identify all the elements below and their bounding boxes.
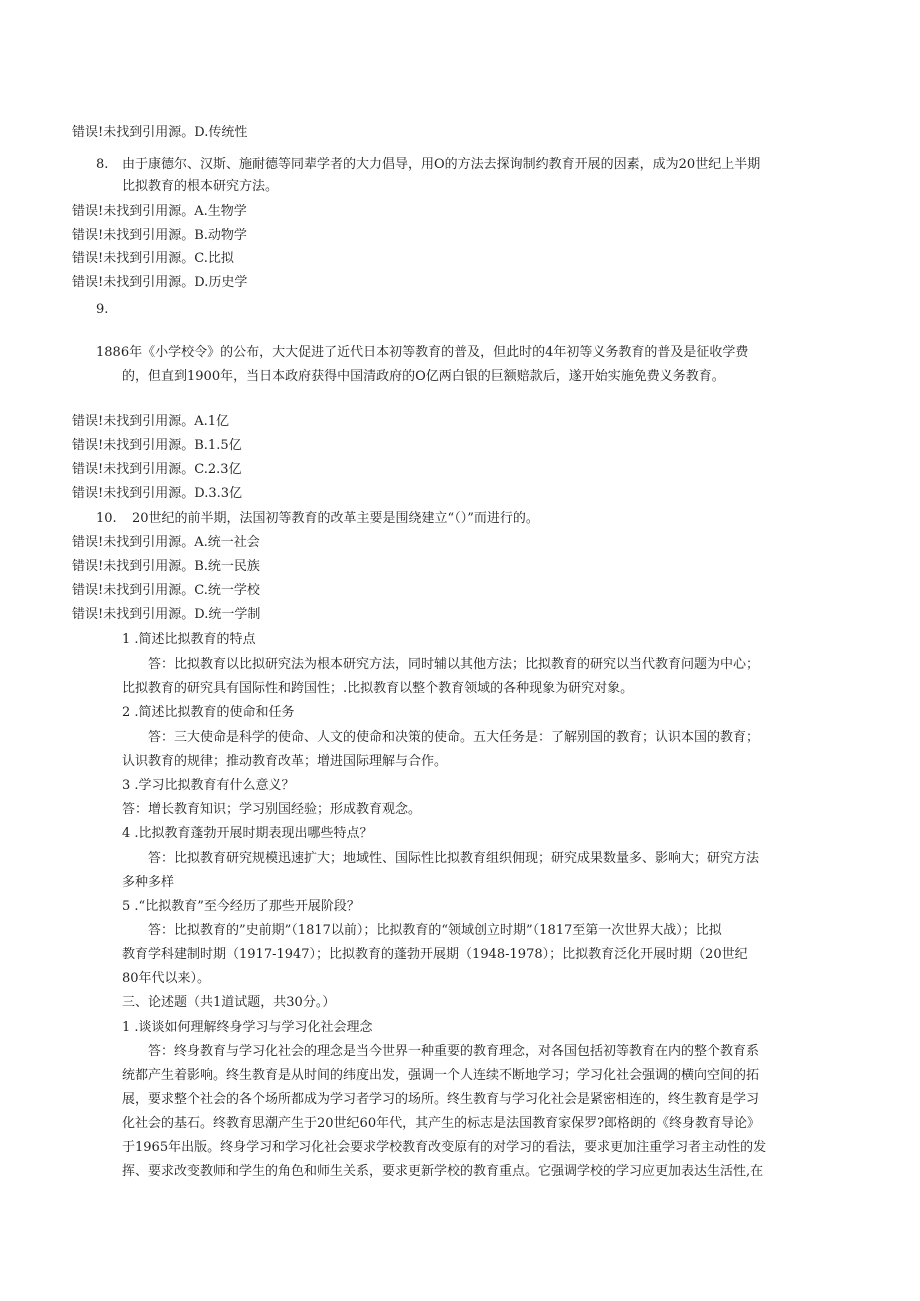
short-answer-1-question: 1 .简述比拟教育的特点 [122, 632, 256, 647]
q9-number: 9. [96, 302, 109, 317]
q9-option-b: 错误!未找到引用源。B.1.5亿 [72, 438, 242, 453]
short-answer-2-question: 2 .简述比拟教育的使命和任务 [122, 705, 295, 720]
section3-answer-line6: 挥、要求改变教师和学生的角色和师生关系，要求更新学校的教育重点。它强调学校的学习应更加表达生活性,在 [122, 1164, 764, 1179]
q8-option-d: 错误!未找到引用源。D.历史学 [72, 275, 248, 290]
q10-option-c: 错误!未找到引用源。C.统一学校 [72, 583, 260, 598]
q8-option-c: 错误!未找到引用源。C.比拟 [72, 251, 234, 266]
short-answer-4-line1: 答：比拟教育研究规模迅速扩大；地域性、国际性比拟教育组织佣现；研究成果数量多、影响大；研究方法 [148, 851, 760, 866]
q8-number: 8. [96, 157, 109, 172]
short-answer-4-question: 4 .比拟教育蓬勃开展时期表现出哪些特点？ [122, 826, 373, 841]
q10-option-a: 错误!未找到引用源。A.统一社会 [72, 535, 260, 550]
short-answer-1-line1: 答：比拟教育以比拟研究法为根本研究方法，同时辅以其他方法；比拟教育的研究以当代教育问题为中心； [148, 657, 760, 672]
section3-answer-line5: 于1965年出版。终身学习和学习化社会要求学校教育改变原有的对学习的看法，要求更加注重学习者主动性的发 [122, 1140, 767, 1155]
short-answer-2-line1: 答：三大使命是科学的使命、人文的使命和决策的使命。五大任务是：了解别国的教育；认识本国的教育； [148, 730, 760, 745]
q10-stem: 20世纪的前半期，法国初等教育的改革主要是围绕建立“（）”而进行的。 [132, 511, 539, 526]
q8-stem-line2: 比拟教育的根本研究方法。 [122, 179, 279, 194]
q9-option-a: 错误!未找到引用源。A.1亿 [72, 414, 230, 429]
short-answer-5-question: 5 .“比拟教育”至今经历了那些开展阶段？ [122, 899, 360, 914]
short-answer-1-line2: 比拟教育的研究具有国际性和跨国性；.比拟教育以整个教育领域的各种现象为研究对象。 [122, 681, 634, 696]
short-answer-4-line2: 多种多样 [122, 875, 175, 890]
q8-stem-line1: 由于康德尔、汉斯、施耐德等同辈学者的大力倡导，用O的方法去探询制约教育开展的因素，成为20世纪上半期 [122, 157, 761, 172]
section3-answer-line3: 展，要求整个社会的各个场所都成为学习者学习的场所。终生教育与学习化社会是紧密相连的，终生教育是学习 [122, 1092, 760, 1107]
short-answer-3-line1: 答：增长教育知识；学习别国经验；形成教育观念。 [122, 802, 422, 817]
q9-option-d: 错误!未找到引用源。D.3.3亿 [72, 486, 243, 501]
section3-answer-line4: 化社会的基石。终教育思潮产生于20世纪60年代，其产生的标志是法国教育家保罗?郎格朗的《终身教育导论》 [122, 1116, 761, 1131]
section3-answer-line2: 统都产生着影响。终生教育是从时间的纬度出发，强调一个人连续不断地学习；学习化社会强调的横向空间的拓 [122, 1068, 760, 1083]
short-answer-5-line1: 答：比拟教育的”史前期”（1817以前）；比拟教育的“领域创立时期”（1817至第一次世界大战）；比拟 [148, 923, 722, 938]
short-answer-5-line3: 80年代以来）。 [122, 971, 211, 986]
q7-option-d: 错误!未找到引用源。D.传统性 [72, 125, 248, 140]
section3-answer-line1: 答：终身教育与学习化社会的理念是当今世界一种重要的教育理念，对各国包括初等教育在内的整个教育系 [148, 1044, 760, 1059]
q10-option-d: 错误!未找到引用源。D.统一学制 [72, 607, 261, 622]
q8-option-a: 错误!未找到引用源。A.生物学 [72, 204, 247, 219]
short-answer-2-line2: 认识教育的规律；推动教育改革；增进国际理解与合作。 [122, 754, 448, 769]
q9-stem-line2: 的，但直到1900年，当日本政府获得中国清政府的O亿两白银的巨额赔款后，遂开始实施免费义务教育。 [122, 369, 725, 384]
q9-stem-line1: 1886年《小学校令》的公布，大大促进了近代日本初等教育的普及，但此时的4年初等义务教育的普及是征收学费 [96, 345, 749, 360]
q9-option-c: 错误!未找到引用源。C.2.3亿 [72, 462, 242, 477]
short-answer-5-line2: 教育学科建制时期（1917-1947）；比拟教育的蓬勃开展期（1948-1978）；比拟教育泛化开展时期（20世纪 [122, 947, 748, 962]
section3-heading: 三、论述题（共1道试题，共30分。） [122, 995, 336, 1010]
short-answer-3-question: 3 .学习比拟教育有什么意义？ [122, 778, 295, 793]
section3-question: 1 .谈谈如何理解终身学习与学习化社会理念 [122, 1020, 373, 1035]
q10-number: 10. [96, 511, 117, 526]
q8-option-b: 错误!未找到引用源。B.动物学 [72, 228, 247, 243]
q10-option-b: 错误!未找到引用源。B.统一民族 [72, 559, 260, 574]
